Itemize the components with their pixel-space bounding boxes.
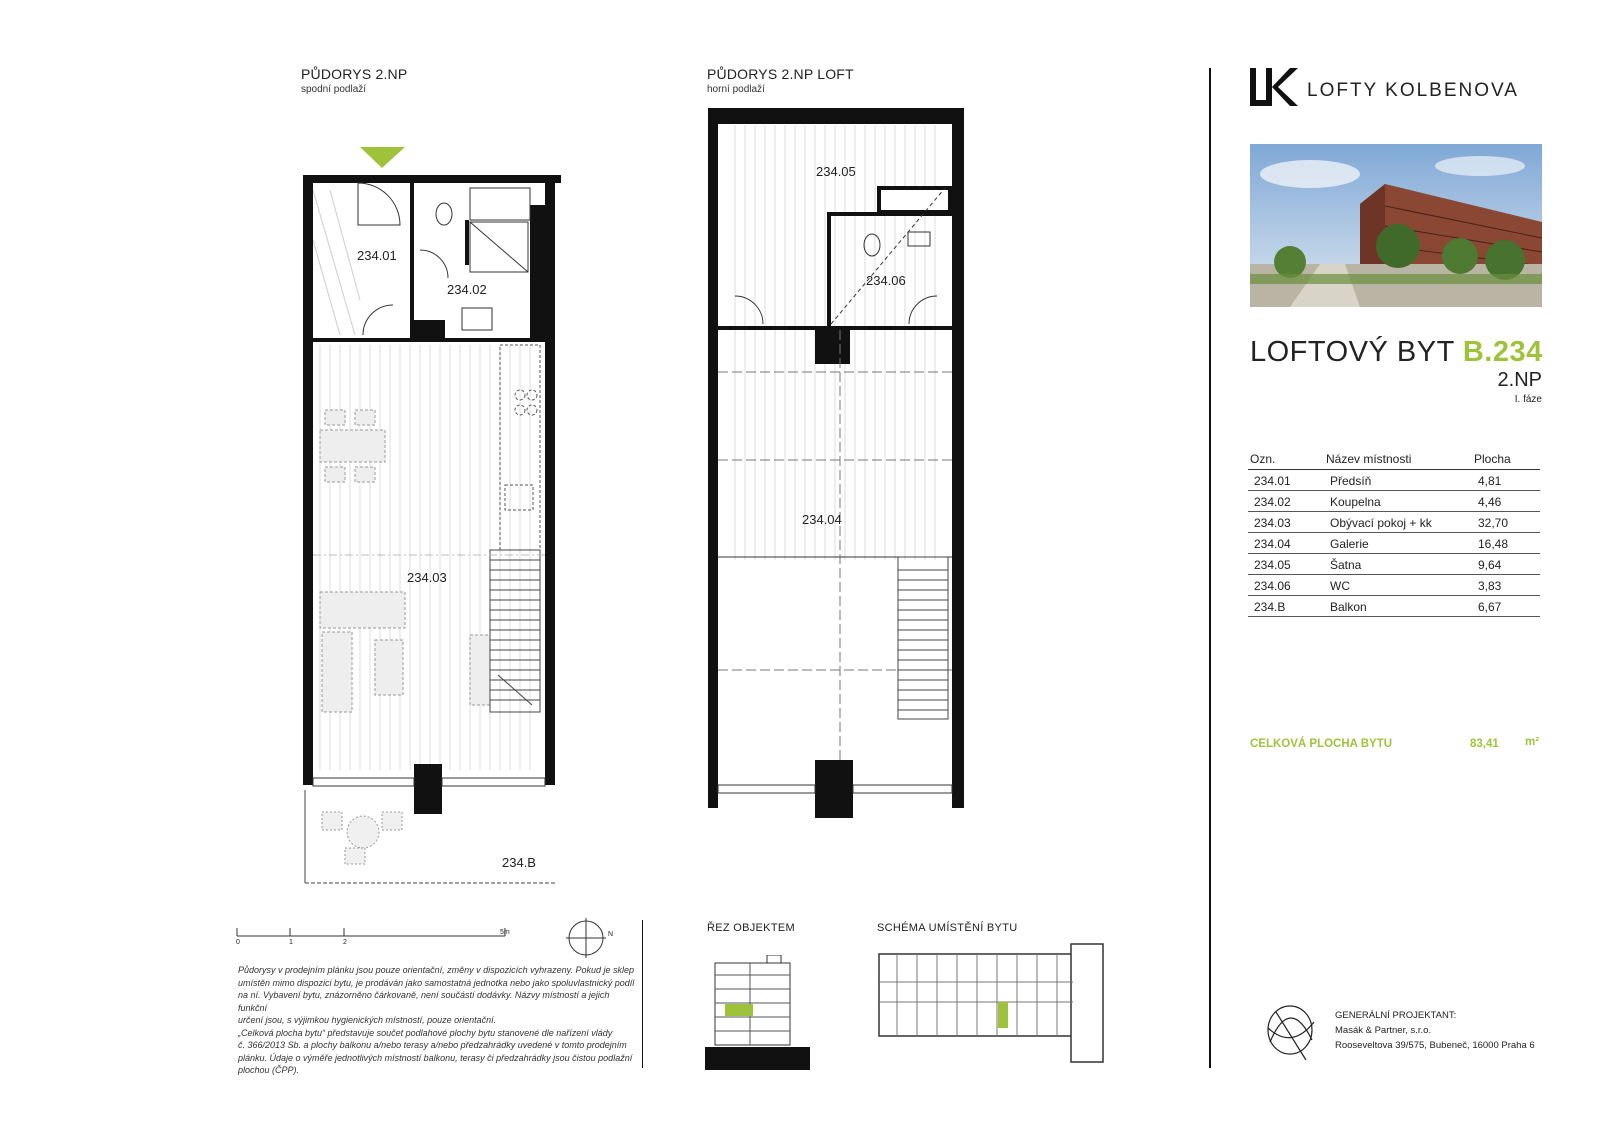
disclaimer-line: plánku. Údaje o výměře jednotlivých místností balkonu, terasy či předzahrádky jsou čistou podlažní bbox=[238, 1052, 633, 1063]
apartment-phase: I. fáze bbox=[1514, 394, 1542, 405]
row-name: Obývací pokoj + kk bbox=[1324, 512, 1472, 533]
designer-address: Rooseveltova 39/575, Bubeneč, 16000 Praha 6 bbox=[1335, 1040, 1535, 1051]
upper-plan-title: PŮDORYS 2.NP LOFT bbox=[707, 66, 854, 82]
scale-tick-2: 2 bbox=[343, 939, 347, 946]
table-row bbox=[1248, 575, 1540, 596]
room-label-234-b: 234.B bbox=[502, 855, 536, 870]
rooms-table-header bbox=[1248, 451, 1540, 470]
building-section-drawing bbox=[705, 955, 810, 1070]
disclaimer-line: „Celková plocha bytu“ představuje součet podlahové plochy bytu stanovené dle nařízení vlády bbox=[238, 1027, 613, 1038]
row-area: 4,81 bbox=[1472, 470, 1540, 491]
designer-name: Masák & Partner, s.r.o. bbox=[1335, 1025, 1432, 1036]
row-code: 234.03 bbox=[1248, 512, 1324, 533]
table-row bbox=[1248, 470, 1540, 491]
row-name: Koupelna bbox=[1324, 491, 1472, 512]
scale-tick-5m: 5m bbox=[500, 929, 510, 936]
row-code: 234.02 bbox=[1248, 491, 1324, 512]
scale-tick-0: 0 bbox=[236, 939, 240, 946]
lower-floor-plan bbox=[290, 140, 570, 900]
room-label-234-03: 234.03 bbox=[407, 570, 447, 585]
schema-title: SCHÉMA UMÍSTĚNÍ BYTU bbox=[877, 922, 1018, 934]
header-code: Ozn. bbox=[1248, 451, 1324, 470]
row-name: WC bbox=[1324, 575, 1472, 596]
total-area-unit: m² bbox=[1525, 736, 1540, 748]
row-area: 4,46 bbox=[1472, 491, 1540, 512]
panel-divider bbox=[1209, 68, 1211, 1068]
brand-name: LOFTY KOLBENOVA bbox=[1307, 80, 1519, 101]
row-code: 234.05 bbox=[1248, 554, 1324, 575]
disclaimer-line: Půdorysy v prodejním plánku jsou pouze orientační, změny v dispozicích vyhrazeny. Pokud je sklep bbox=[238, 965, 635, 975]
disclaimer-line: plochou (ČPP). bbox=[238, 1065, 300, 1075]
row-area: 3,83 bbox=[1472, 575, 1540, 596]
row-area: 9,64 bbox=[1472, 554, 1540, 575]
section-title: ŘEZ OBJEKTEM bbox=[707, 922, 795, 934]
disclaimer-line: č. 366/2013 Sb. a plochy balkonu a/nebo terasy a/nebo předzahrádky uvedené v tomto prodejním bbox=[238, 1040, 627, 1050]
lower-plan-title: PŮDORYS 2.NP bbox=[301, 66, 408, 82]
location-schema-drawing bbox=[877, 942, 1109, 1067]
row-area: 6,67 bbox=[1472, 596, 1540, 617]
header-name: Název místnosti bbox=[1324, 451, 1472, 470]
room-label-234-01: 234.01 bbox=[357, 248, 397, 263]
disclaimer-line: na ní. Vybavení bytu, znázorněno čárkovaně, není součástí dodávky. Názvy místností a jejich funkční bbox=[238, 990, 610, 1013]
divider-line bbox=[642, 920, 643, 1068]
row-code: 234.01 bbox=[1248, 470, 1324, 491]
row-area: 16,48 bbox=[1472, 533, 1540, 554]
scale-bar bbox=[235, 918, 515, 944]
lower-plan-subtitle: spodní podlaží bbox=[301, 84, 367, 95]
row-area: 32,70 bbox=[1472, 512, 1540, 533]
upper-floor-plan bbox=[700, 100, 970, 820]
apartment-floor: 2.NP bbox=[1497, 369, 1542, 391]
table-row bbox=[1248, 554, 1540, 575]
table-row bbox=[1248, 596, 1540, 617]
row-code: 234.06 bbox=[1248, 575, 1324, 596]
room-label-234-06: 234.06 bbox=[866, 273, 906, 288]
header-area: Plocha bbox=[1472, 451, 1540, 470]
table-row bbox=[1248, 491, 1540, 512]
total-area-value: 83,41 bbox=[1470, 738, 1499, 750]
row-name: Předsíň bbox=[1324, 470, 1472, 491]
compass-label: N bbox=[608, 931, 614, 938]
row-code: 234.04 bbox=[1248, 533, 1324, 554]
row-name: Balkon bbox=[1324, 596, 1472, 617]
apartment-code: B.234 bbox=[1462, 336, 1543, 368]
room-label-234-02: 234.02 bbox=[447, 282, 487, 297]
room-label-234-05: 234.05 bbox=[816, 164, 856, 179]
row-name: Galerie bbox=[1324, 533, 1472, 554]
brand-logo-icon bbox=[1250, 68, 1298, 106]
room-label-234-04: 234.04 bbox=[802, 512, 842, 527]
building-render-image bbox=[1250, 144, 1542, 307]
scale-tick-1: 1 bbox=[289, 939, 293, 946]
row-name: Šatna bbox=[1324, 554, 1472, 575]
apartment-title-prefix: LOFTOVÝ BYT bbox=[1250, 336, 1455, 368]
disclaimer-line: určení jsou, s výjimkou hygienických místností, pouze orientační. bbox=[238, 1015, 497, 1025]
disclaimer-line: umístěn mimo dispozici bytu, je prodáván jako samostatná jednotka nebo jako spoluvlastnický podíl bbox=[238, 977, 635, 988]
total-area-label: CELKOVÁ PLOCHA BYTU bbox=[1250, 738, 1393, 750]
upper-plan-subtitle: horní podlaží bbox=[707, 84, 765, 95]
row-code: 234.B bbox=[1248, 596, 1324, 617]
table-row bbox=[1248, 533, 1540, 554]
designer-label: GENERÁLNÍ PROJEKTANT: bbox=[1335, 1010, 1457, 1021]
entrance-marker-icon bbox=[360, 147, 405, 168]
designer-logo-icon bbox=[1262, 1000, 1320, 1066]
apartment-title bbox=[1250, 336, 1543, 369]
rooms-table bbox=[1248, 451, 1540, 617]
disclaimer bbox=[238, 964, 638, 1077]
north-arrow-icon bbox=[566, 918, 616, 962]
designer-info bbox=[1335, 1008, 1535, 1053]
table-row bbox=[1248, 512, 1540, 533]
